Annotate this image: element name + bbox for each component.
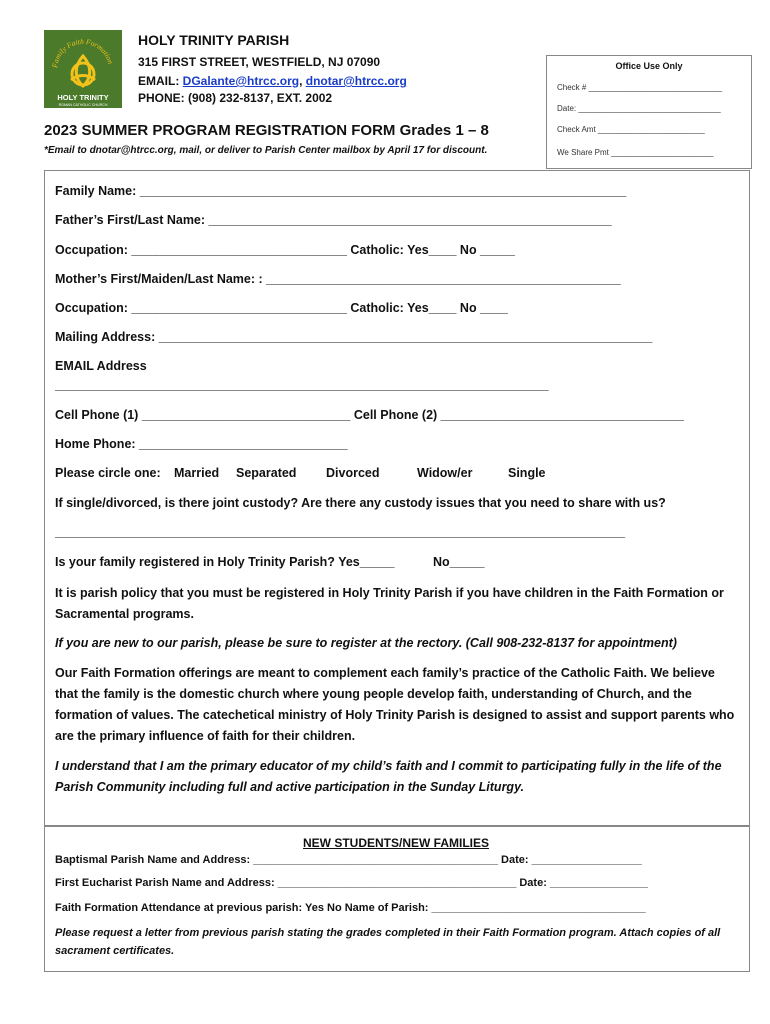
custody-question: If single/divorced, is there joint custody? Are there any custody issues that you need to share with us? — [55, 496, 666, 510]
logo-label-main: HOLY TRINITY — [57, 93, 109, 102]
cell-phone-fields[interactable]: Cell Phone (1) ______________________________ Cell Phone (2) ___________________________________ — [55, 408, 684, 422]
logo-label-sub: ROMAN CATHOLIC CHURCH — [58, 103, 108, 107]
logo-ring-text: Family Faith Formation — [50, 36, 116, 69]
mother-occupation-field[interactable]: Occupation: _______________________________ Catholic: Yes____ No ____ — [55, 301, 508, 315]
previous-parish-letter-request: Please request a letter from previous parish stating the grades completed in their Faith Formation program. Attach copies of all sacrament certificates. — [55, 927, 721, 957]
option-married[interactable]: Married — [174, 466, 220, 480]
email-separator: , — [299, 74, 306, 88]
email-link-dnotar[interactable]: dnotar@htrcc.org — [305, 74, 407, 88]
option-widow[interactable]: Widow/er — [417, 466, 473, 480]
new-to-parish-text: If you are new to our parish, please be sure to register at the rectory. (Call 908-232-8137 for appointment) — [55, 636, 677, 650]
office-date: Date: ________________________________ — [557, 104, 721, 113]
email-address-label: EMAIL Address — [55, 359, 147, 373]
first-eucharist-parish-field[interactable]: First Eucharist Parish Name and Address: _______________________________________ Date: ________________ — [55, 877, 648, 889]
mailing-address-field[interactable]: Mailing Address: _______________________________________________________________________ — [55, 330, 653, 344]
commitment-statement: I understand that I am the primary educator of my child’s faith and I commit to participating fully in the life of the Parish Community including full and active participation in the Sunday Liturgy. — [55, 759, 722, 794]
father-name-field[interactable]: Father’s First/Last Name: __________________________________________________________ — [55, 213, 612, 227]
marital-status-label: Please circle one: — [55, 466, 161, 480]
home-phone-field[interactable]: Home Phone: ______________________________ — [55, 437, 348, 451]
office-check-number: Check # ______________________________ — [557, 83, 723, 92]
mother-name-field[interactable]: Mother’s First/Maiden/Last Name: : ___________________________________________________ — [55, 272, 621, 286]
registration-policy-text: It is parish policy that you must be registered in Holy Trinity Parish if you have children in the Faith Formation or Sacramental programs. — [55, 586, 724, 621]
office-we-share-payment: We Share Pmt _______________________ — [557, 148, 714, 157]
submission-note: *Email to dnotar@htrcc.org, mail, or deliver to Parish Center mailbox by April 17 for discount. — [44, 145, 488, 156]
form-title: 2023 SUMMER PROGRAM REGISTRATION FORM Grades 1 – 8 — [44, 122, 489, 139]
office-use-box — [546, 55, 752, 169]
baptismal-parish-field[interactable]: Baptismal Parish Name and Address: ________________________________________ Date: __________________ — [55, 854, 642, 866]
previous-parish-attendance-field[interactable]: Faith Formation Attendance at previous parish: Yes No Name of Parish: ___________________________________ — [55, 902, 646, 914]
custody-answer-field[interactable]: __________________________________________________________________________________ — [55, 525, 626, 539]
new-students-heading-text: NEW STUDENTS/NEW FAMILIES — [303, 836, 489, 850]
option-divorced[interactable]: Divorced — [326, 466, 380, 480]
father-occupation-field[interactable]: Occupation: _______________________________ Catholic: Yes____ No _____ — [55, 243, 515, 257]
office-check-amount: Check Amt ________________________ — [557, 125, 705, 134]
option-single[interactable]: Single — [508, 466, 546, 480]
email-address-field[interactable]: _______________________________________________________________________ — [55, 378, 549, 392]
office-use-title: Office Use Only — [615, 61, 683, 71]
family-name-field[interactable]: Family Name: ______________________________________________________________________ — [55, 184, 627, 198]
parish-street: 315 FIRST STREET, WESTFIELD, NJ 07090 — [138, 55, 381, 69]
option-separated[interactable]: Separated — [236, 466, 297, 480]
parish-phone: PHONE: (908) 232-8137, EXT. 2002 — [138, 91, 333, 105]
registered-no-field[interactable]: No_____ — [433, 555, 485, 569]
parish-name: HOLY TRINITY PARISH — [138, 32, 290, 48]
faith-formation-offerings-text: Our Faith Formation offerings are meant to complement each family’s practice of the Catholic Faith. We believe that the family is the domestic church where young people develop faith, understanding of Church, and the formation of values. The catechetical ministry of Holy Trinity Parish is designed to assist and support parents who are the primary influence of faith for their children. — [55, 666, 735, 743]
parish-logo — [44, 30, 122, 108]
email-label: EMAIL: — [138, 74, 183, 88]
new-students-heading — [44, 836, 748, 850]
parish-email-line — [138, 74, 407, 88]
email-link-dgalante[interactable]: DGalante@htrcc.org — [182, 74, 300, 88]
trinity-knot-icon — [71, 56, 95, 86]
registered-question[interactable]: Is your family registered in Holy Trinity Parish? Yes_____ — [55, 555, 395, 569]
